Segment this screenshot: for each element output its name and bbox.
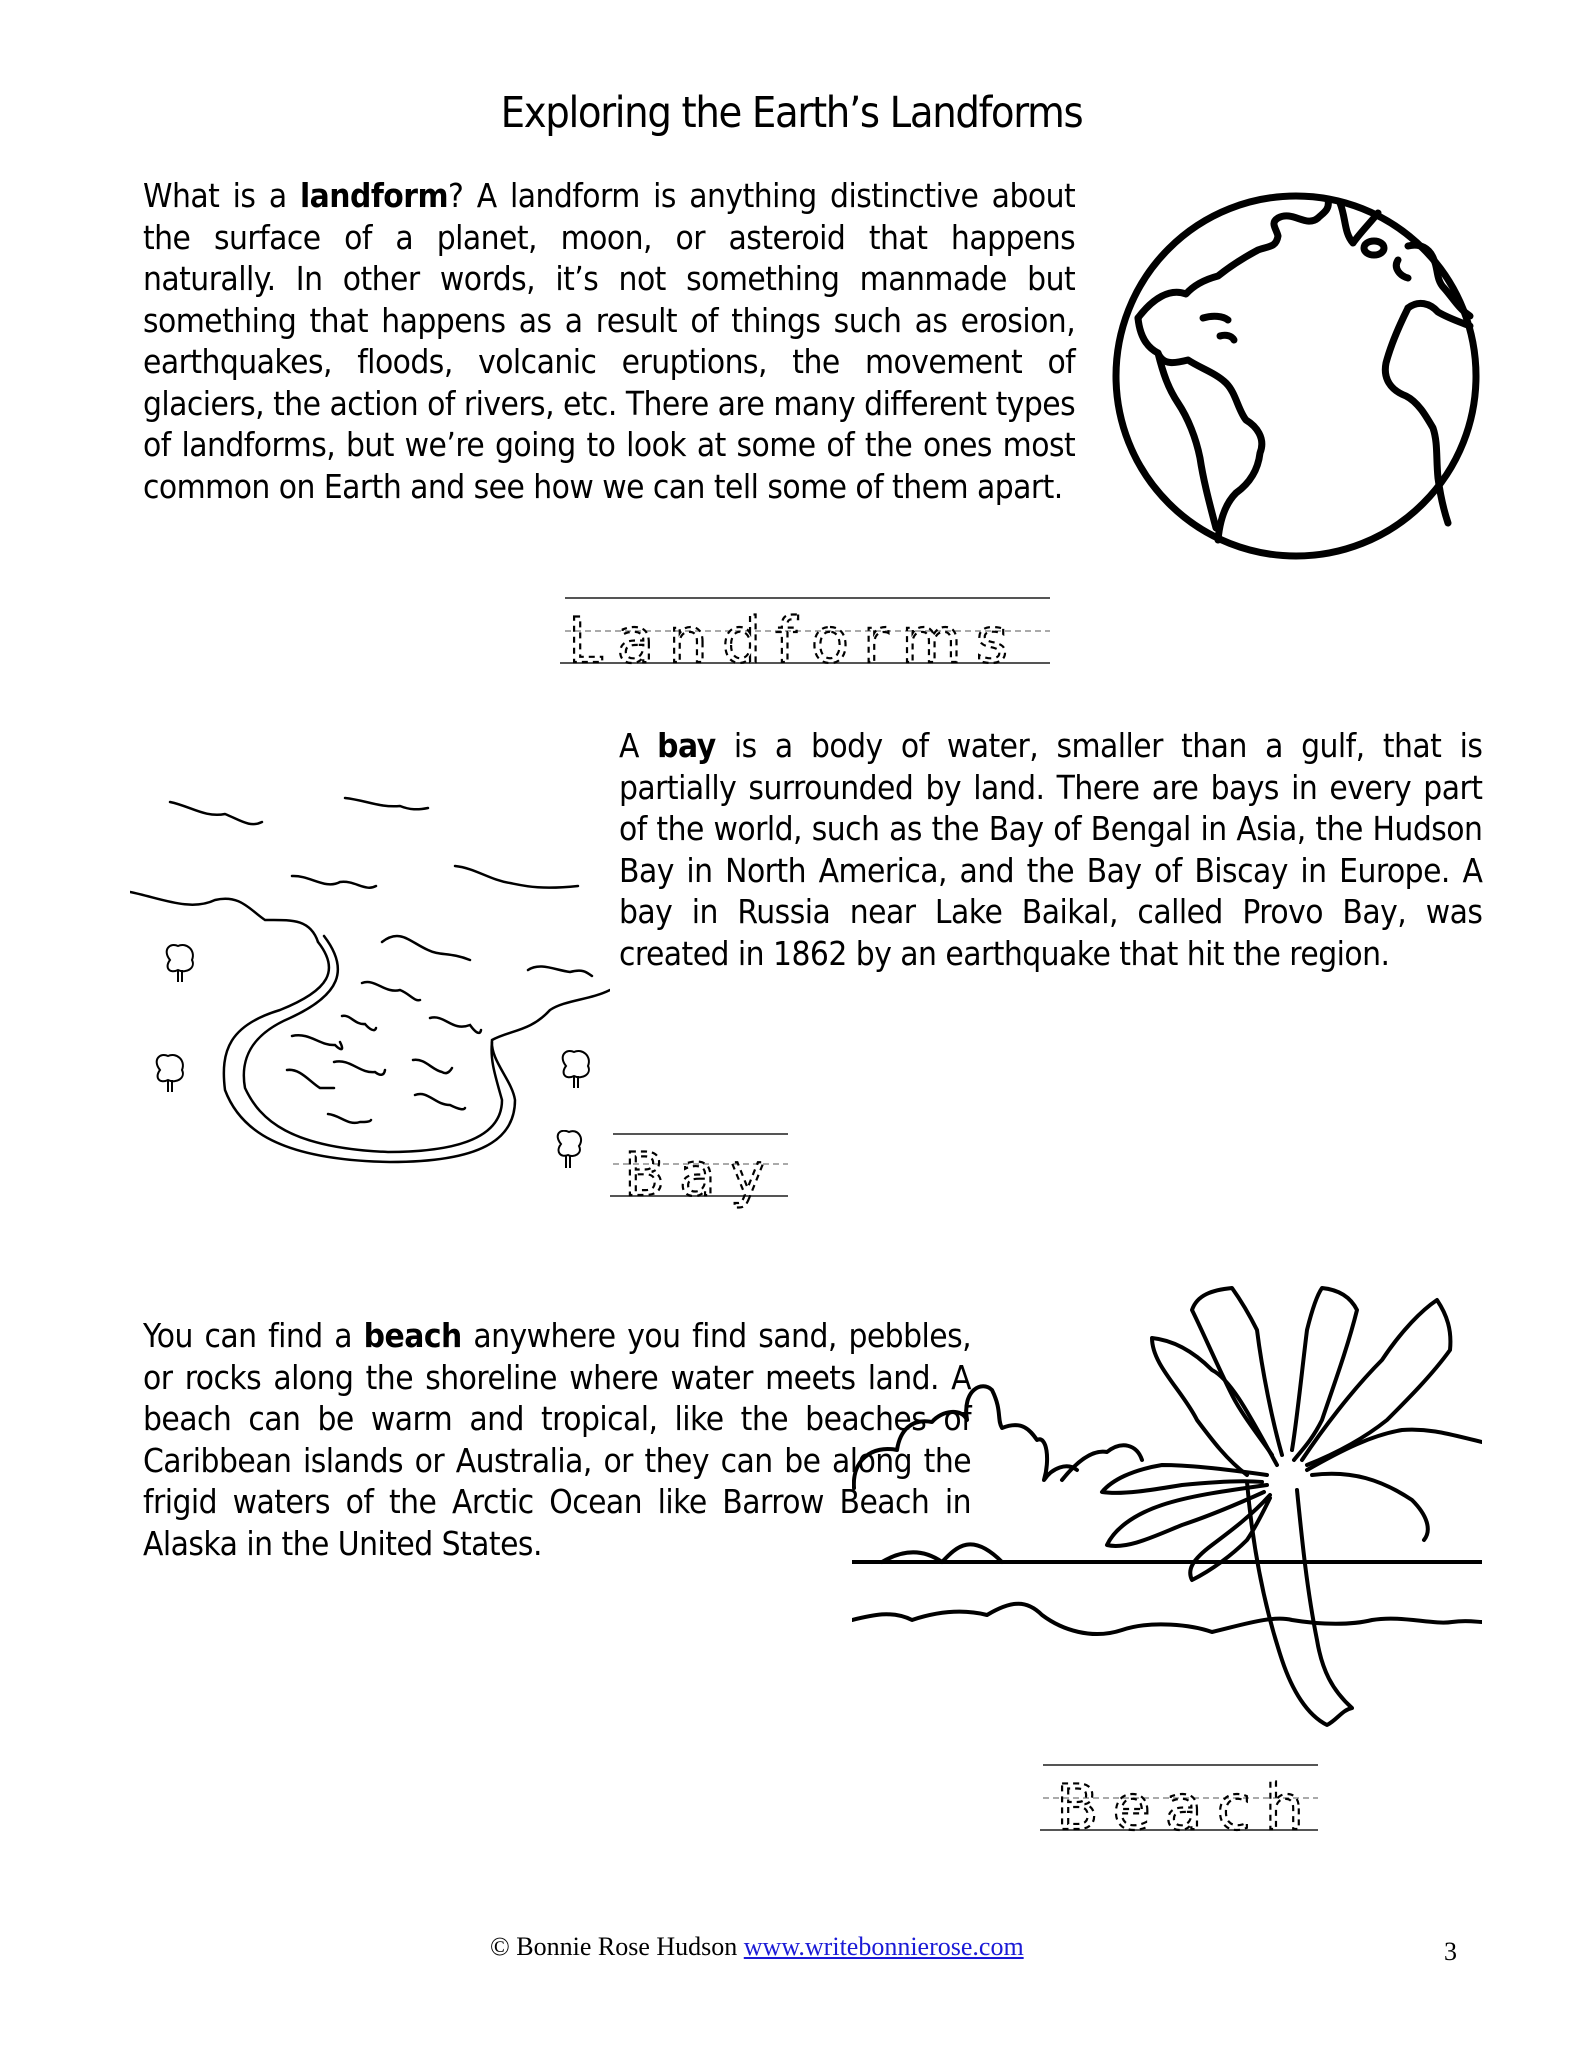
- website-link[interactable]: www.writebonnierose.com: [743, 1932, 1024, 1961]
- paragraph-text: What is a: [143, 176, 300, 215]
- tracing-text: Beach: [1056, 1771, 1319, 1835]
- paragraph-text: anywhere you find sand, pebbles, or rocks along the shoreline where water meets land. A beach can be warm and tropical, like the beaches of Caribbean islands or Australia, or they can be along the frigid waters of the Arctic Ocean like Barrow Beach in Alaska in the United States.: [143, 1316, 972, 1563]
- landform-paragraph: [143, 175, 1075, 507]
- paragraph-text: You can find a: [143, 1316, 364, 1355]
- bay-paragraph: [619, 725, 1482, 974]
- palm-beach-illustration: [852, 1270, 1482, 1740]
- tree-icon: [553, 1130, 583, 1172]
- page-title: Exploring the Earth’s Landforms: [500, 88, 1083, 138]
- tree-icon: [157, 945, 589, 1092]
- paragraph-text: A: [619, 726, 658, 765]
- copyright-text: © Bonnie Rose Hudson: [490, 1932, 744, 1961]
- bay-term: bay: [657, 726, 716, 765]
- tracing-text: Landforms: [568, 604, 1023, 668]
- tracing-word-landforms: [560, 588, 1050, 668]
- tracing-word-bay: [610, 1128, 790, 1214]
- paragraph-text: ? A landform is anything distinctive about the surface of a planet, moon, or asteroid that happens naturally. In other words, it’s not something manmade but something that happens as a result of things such as erosion, earthquakes, floods, volcanic eruptions, the movement of glaciers, the action of rivers, etc. There are many different types of landforms, but we’re going to look at some of the ones most common on Earth and see how we can tell some of them apart.: [143, 176, 1076, 506]
- beach-paragraph: [143, 1315, 971, 1564]
- landform-term: landform: [299, 176, 449, 215]
- beach-term: beach: [363, 1316, 462, 1355]
- tracing-text: Bay: [624, 1140, 780, 1210]
- paragraph-text: is a body of water, smaller than a gulf, that is partially surrounded by land. There are bays in every part of the world, such as the Bay of Bengal in Asia, the Hudson Bay in North America, and the Bay of Biscay in Europe. A bay in Russia near Lake Baikal, called Provo Bay, was created in 1862 by an earthquake that hit the region.: [619, 726, 1483, 973]
- earth-globe-icon: [1108, 188, 1488, 568]
- page-number: 3: [1444, 1937, 1457, 1966]
- footer: [490, 1932, 1024, 1962]
- bay-illustration: [130, 770, 610, 1170]
- tracing-word-beach: [1040, 1755, 1320, 1835]
